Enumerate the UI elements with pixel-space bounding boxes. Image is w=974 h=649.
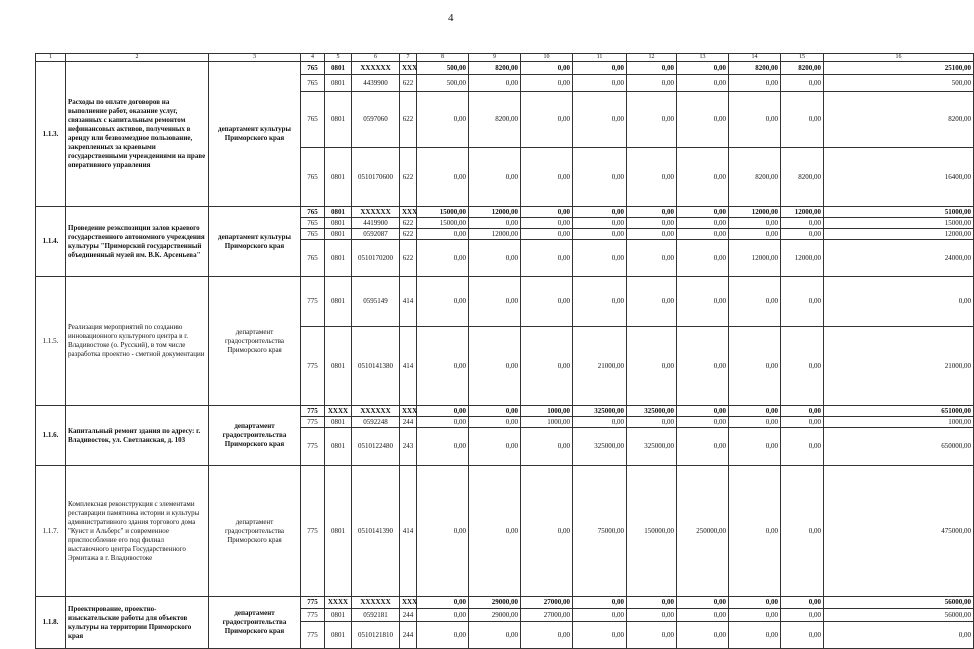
amount-cell: 0,00 xyxy=(469,75,521,92)
amount-cell: 0,00 xyxy=(573,277,627,327)
amount-cell: 325000,00 xyxy=(573,428,627,466)
amount-cell: 0,00 xyxy=(677,609,729,622)
amount-cell: 0,00 xyxy=(417,327,469,406)
column-number-row xyxy=(36,54,974,62)
amount-cell: 500,00 xyxy=(824,75,974,92)
amount-cell: 27000,00 xyxy=(521,597,573,609)
column-number: 7 xyxy=(400,54,417,62)
expense-name: Проектирование, проектно-изыскательские работы для объектов культуры на территории Приморского края xyxy=(66,597,209,649)
amount-cell: 12000,00 xyxy=(781,240,824,277)
amount-cell: 0,00 xyxy=(521,327,573,406)
amount-cell: 56000,00 xyxy=(824,597,974,609)
amount-cell: 0,00 xyxy=(573,597,627,609)
amount-cell: 0,00 xyxy=(729,92,781,148)
code-cell: 765 xyxy=(301,92,325,148)
amount-cell: 0,00 xyxy=(627,148,677,207)
amount-cell: 0,00 xyxy=(729,428,781,466)
amount-cell: 8200,00 xyxy=(729,148,781,207)
code-cell: 0801 xyxy=(325,417,352,428)
amount-cell: 325000,00 xyxy=(573,406,627,417)
amount-cell: 15000,00 xyxy=(824,218,974,229)
amount-cell: 0,00 xyxy=(781,229,824,240)
table-row xyxy=(36,62,974,75)
amount-cell: 0,00 xyxy=(573,207,627,218)
amount-cell: 0,00 xyxy=(729,609,781,622)
amount-cell: 51000,00 xyxy=(824,207,974,218)
code-cell: 0595149 xyxy=(352,277,400,327)
amount-cell: 0,00 xyxy=(469,428,521,466)
amount-cell: 0,00 xyxy=(781,218,824,229)
code-cell: 414 xyxy=(400,466,417,597)
row-index: 1.1.3. xyxy=(36,62,66,207)
column-number: 13 xyxy=(677,54,729,62)
amount-cell: 0,00 xyxy=(573,622,627,649)
column-number: 14 xyxy=(729,54,781,62)
code-cell: 775 xyxy=(301,622,325,649)
amount-cell: 0,00 xyxy=(729,622,781,649)
code-cell: XXX xyxy=(400,207,417,218)
amount-cell: 0,00 xyxy=(781,417,824,428)
amount-cell: 650000,00 xyxy=(824,428,974,466)
amount-cell: 0,00 xyxy=(627,597,677,609)
row-index: 1.1.4. xyxy=(36,207,66,277)
code-cell: 775 xyxy=(301,406,325,417)
code-cell: 0801 xyxy=(325,622,352,649)
amount-cell: 12000,00 xyxy=(729,207,781,218)
amount-cell: 0,00 xyxy=(677,218,729,229)
code-cell: 775 xyxy=(301,597,325,609)
amount-cell: 0,00 xyxy=(469,327,521,406)
amount-cell: 0,00 xyxy=(417,417,469,428)
amount-cell: 0,00 xyxy=(417,277,469,327)
amount-cell: 0,00 xyxy=(573,148,627,207)
code-cell: 414 xyxy=(400,277,417,327)
code-cell: 0597060 xyxy=(352,92,400,148)
amount-cell: 0,00 xyxy=(781,277,824,327)
amount-cell: 0,00 xyxy=(677,622,729,649)
amount-cell: 0,00 xyxy=(573,240,627,277)
amount-cell: 15000,00 xyxy=(417,207,469,218)
amount-cell: 0,00 xyxy=(573,229,627,240)
code-cell: 765 xyxy=(301,218,325,229)
code-cell: 0801 xyxy=(325,277,352,327)
amount-cell: 0,00 xyxy=(729,75,781,92)
amount-cell: 0,00 xyxy=(824,622,974,649)
table-row xyxy=(36,406,974,417)
amount-cell: 0,00 xyxy=(729,417,781,428)
code-cell: 0510141380 xyxy=(352,327,400,406)
code-cell: 765 xyxy=(301,207,325,218)
amount-cell: 0,00 xyxy=(627,207,677,218)
amount-cell: 8200,00 xyxy=(824,92,974,148)
code-cell: 0801 xyxy=(325,229,352,240)
amount-cell: 0,00 xyxy=(521,148,573,207)
code-cell: 775 xyxy=(301,609,325,622)
amount-cell: 0,00 xyxy=(677,75,729,92)
amount-cell: 25100,00 xyxy=(824,62,974,75)
amount-cell: 1000,00 xyxy=(521,406,573,417)
department-name: департамент градостроительства Приморского края xyxy=(209,597,301,649)
amount-cell: 150000,00 xyxy=(627,466,677,597)
expense-name: Расходы по оплате договоров на выполнение работ, оказание услуг, связанных с капитальным ремонтом нефинансовых активов, полученных в аренду или безвозмездное пользование, закрепленных за краевыми государственными учреждениями на праве оперативного управления xyxy=(66,62,209,207)
amount-cell: 0,00 xyxy=(729,466,781,597)
amount-cell: 0,00 xyxy=(627,327,677,406)
amount-cell: 0,00 xyxy=(417,92,469,148)
amount-cell: 0,00 xyxy=(781,466,824,597)
amount-cell: 0,00 xyxy=(417,622,469,649)
expense-name: Реализация мероприятий по созданию инновационного культурного центра в г. Владивостоке (о. Русский), в том числе разработка проектно - сметной документации xyxy=(66,277,209,406)
column-number: 8 xyxy=(417,54,469,62)
amount-cell: 0,00 xyxy=(781,597,824,609)
amount-cell: 0,00 xyxy=(417,609,469,622)
amount-cell: 475000,00 xyxy=(824,466,974,597)
amount-cell: 0,00 xyxy=(781,75,824,92)
amount-cell: 0,00 xyxy=(677,597,729,609)
code-cell: XXX xyxy=(400,62,417,75)
amount-cell: 0,00 xyxy=(729,597,781,609)
amount-cell: 12000,00 xyxy=(469,207,521,218)
code-cell: 622 xyxy=(400,240,417,277)
amount-cell: 0,00 xyxy=(729,277,781,327)
amount-cell: 0,00 xyxy=(573,92,627,148)
code-cell: 0510170600 xyxy=(352,148,400,207)
code-cell: 765 xyxy=(301,62,325,75)
amount-cell: 325000,00 xyxy=(627,428,677,466)
amount-cell: 0,00 xyxy=(729,406,781,417)
amount-cell: 0,00 xyxy=(417,428,469,466)
column-number: 1 xyxy=(36,54,66,62)
amount-cell: 0,00 xyxy=(469,406,521,417)
code-cell: 244 xyxy=(400,609,417,622)
amount-cell: 0,00 xyxy=(627,609,677,622)
code-cell: 0801 xyxy=(325,609,352,622)
amount-cell: 500,00 xyxy=(417,75,469,92)
amount-cell: 0,00 xyxy=(677,428,729,466)
amount-cell: 0,00 xyxy=(521,229,573,240)
amount-cell: 0,00 xyxy=(781,622,824,649)
code-cell: 622 xyxy=(400,229,417,240)
amount-cell: 0,00 xyxy=(521,207,573,218)
amount-cell: 0,00 xyxy=(573,609,627,622)
table-row xyxy=(36,277,974,327)
amount-cell: 0,00 xyxy=(677,92,729,148)
code-cell: 765 xyxy=(301,148,325,207)
amount-cell: 0,00 xyxy=(781,327,824,406)
table-row xyxy=(36,207,974,218)
column-number: 10 xyxy=(521,54,573,62)
row-index: 1.1.8. xyxy=(36,597,66,649)
code-cell: 244 xyxy=(400,622,417,649)
code-cell: 0801 xyxy=(325,75,352,92)
amount-cell: 15000,00 xyxy=(417,218,469,229)
code-cell: 765 xyxy=(301,229,325,240)
amount-cell: 0,00 xyxy=(469,417,521,428)
code-cell: 775 xyxy=(301,466,325,597)
amount-cell: 0,00 xyxy=(521,428,573,466)
amount-cell: 0,00 xyxy=(677,240,729,277)
department-name: департамент градостроительства Приморского края xyxy=(209,466,301,597)
amount-cell: 0,00 xyxy=(521,218,573,229)
code-cell: 0801 xyxy=(325,148,352,207)
amount-cell: 0,00 xyxy=(417,597,469,609)
department-name: департамент градостроительства Приморского края xyxy=(209,277,301,406)
amount-cell: 0,00 xyxy=(627,240,677,277)
amount-cell: 0,00 xyxy=(677,148,729,207)
amount-cell: 0,00 xyxy=(469,466,521,597)
amount-cell: 0,00 xyxy=(627,218,677,229)
amount-cell: 0,00 xyxy=(521,622,573,649)
amount-cell: 325000,00 xyxy=(627,406,677,417)
amount-cell: 12000,00 xyxy=(781,207,824,218)
amount-cell: 0,00 xyxy=(469,277,521,327)
amount-cell: 250000,00 xyxy=(677,466,729,597)
amount-cell: 0,00 xyxy=(417,240,469,277)
code-cell: 0510141390 xyxy=(352,466,400,597)
code-cell: 243 xyxy=(400,428,417,466)
amount-cell: 0,00 xyxy=(417,406,469,417)
amount-cell: 0,00 xyxy=(521,466,573,597)
code-cell: 0510122480 xyxy=(352,428,400,466)
table-row xyxy=(36,597,974,609)
amount-cell: 0,00 xyxy=(677,207,729,218)
amount-cell: 0,00 xyxy=(573,417,627,428)
code-cell: 0510170200 xyxy=(352,240,400,277)
amount-cell: 0,00 xyxy=(729,229,781,240)
amount-cell: 8200,00 xyxy=(469,92,521,148)
code-cell: 765 xyxy=(301,75,325,92)
code-cell: 765 xyxy=(301,240,325,277)
amount-cell: 27000,00 xyxy=(521,609,573,622)
department-name: департамент культуры Приморского края xyxy=(209,207,301,277)
amount-cell: 0,00 xyxy=(781,406,824,417)
amount-cell: 500,00 xyxy=(417,62,469,75)
code-cell: 0801 xyxy=(325,428,352,466)
amount-cell: 1000,00 xyxy=(824,417,974,428)
amount-cell: 0,00 xyxy=(521,240,573,277)
code-cell: XXXXXX xyxy=(352,597,400,609)
amount-cell: 75000,00 xyxy=(573,466,627,597)
column-number: 4 xyxy=(301,54,325,62)
table-row xyxy=(36,466,974,597)
code-cell: 0592248 xyxy=(352,417,400,428)
amount-cell: 8200,00 xyxy=(729,62,781,75)
code-cell: 0801 xyxy=(325,207,352,218)
code-cell: XXX xyxy=(400,406,417,417)
code-cell: 622 xyxy=(400,92,417,148)
code-cell: 0801 xyxy=(325,466,352,597)
amount-cell: 56000,00 xyxy=(824,609,974,622)
amount-cell: 0,00 xyxy=(781,609,824,622)
amount-cell: 0,00 xyxy=(573,75,627,92)
column-number: 11 xyxy=(573,54,627,62)
code-cell: 775 xyxy=(301,417,325,428)
amount-cell: 0,00 xyxy=(417,229,469,240)
code-cell: 622 xyxy=(400,218,417,229)
amount-cell: 21000,00 xyxy=(573,327,627,406)
amount-cell: 0,00 xyxy=(469,218,521,229)
amount-cell: 0,00 xyxy=(573,218,627,229)
code-cell: 0801 xyxy=(325,327,352,406)
code-cell: 775 xyxy=(301,327,325,406)
amount-cell: 8200,00 xyxy=(469,62,521,75)
code-cell: 775 xyxy=(301,277,325,327)
amount-cell: 0,00 xyxy=(521,62,573,75)
amount-cell: 0,00 xyxy=(521,277,573,327)
column-number: 3 xyxy=(209,54,301,62)
amount-cell: 12000,00 xyxy=(469,229,521,240)
amount-cell: 8200,00 xyxy=(781,148,824,207)
code-cell: XXXXXX xyxy=(352,406,400,417)
code-cell: 4439900 xyxy=(352,75,400,92)
expense-name: Комплексная реконструкция с элементами реставрации памятника истории и культуры административного здания торгового дома "Кунст и Альберс" и современное приспособление его под филиал выставочного центра Государственного Эрмитажа в г. Владивостоке xyxy=(66,466,209,597)
amount-cell: 0,00 xyxy=(627,417,677,428)
code-cell: 0510121810 xyxy=(352,622,400,649)
amount-cell: 0,00 xyxy=(627,229,677,240)
column-number: 12 xyxy=(627,54,677,62)
amount-cell: 0,00 xyxy=(781,428,824,466)
amount-cell: 0,00 xyxy=(417,466,469,597)
code-cell: XXXXXX xyxy=(352,62,400,75)
amount-cell: 0,00 xyxy=(627,277,677,327)
code-cell: 775 xyxy=(301,428,325,466)
amount-cell: 0,00 xyxy=(729,327,781,406)
code-cell: 4419900 xyxy=(352,218,400,229)
amount-cell: 0,00 xyxy=(677,62,729,75)
amount-cell: 0,00 xyxy=(627,92,677,148)
expense-name: Капитальный ремонт здания по адресу: г. Владивосток, ул. Светланская, д. 103 xyxy=(66,406,209,466)
code-cell: XXX xyxy=(400,597,417,609)
code-cell: 0801 xyxy=(325,218,352,229)
row-index: 1.1.7. xyxy=(36,466,66,597)
amount-cell: 0,00 xyxy=(573,62,627,75)
code-cell: 0592181 xyxy=(352,609,400,622)
amount-cell: 0,00 xyxy=(417,148,469,207)
row-index: 1.1.6. xyxy=(36,406,66,466)
row-index: 1.1.5. xyxy=(36,277,66,406)
amount-cell: 0,00 xyxy=(627,75,677,92)
amount-cell: 0,00 xyxy=(521,75,573,92)
amount-cell: 0,00 xyxy=(521,92,573,148)
amount-cell: 24000,00 xyxy=(824,240,974,277)
column-number: 9 xyxy=(469,54,521,62)
column-number: 15 xyxy=(781,54,824,62)
code-cell: XXXX xyxy=(325,406,352,417)
amount-cell: 0,00 xyxy=(729,218,781,229)
column-number: 2 xyxy=(66,54,209,62)
budget-table xyxy=(35,53,974,649)
amount-cell: 0,00 xyxy=(781,92,824,148)
code-cell: 414 xyxy=(400,327,417,406)
amount-cell: 0,00 xyxy=(677,327,729,406)
amount-cell: 0,00 xyxy=(677,406,729,417)
code-cell: XXXXXX xyxy=(352,207,400,218)
amount-cell: 0,00 xyxy=(627,622,677,649)
amount-cell: 12000,00 xyxy=(824,229,974,240)
amount-cell: 21000,00 xyxy=(824,327,974,406)
amount-cell: 0,00 xyxy=(469,148,521,207)
amount-cell: 29000,00 xyxy=(469,597,521,609)
amount-cell: 0,00 xyxy=(469,622,521,649)
code-cell: 0801 xyxy=(325,240,352,277)
amount-cell: 1000,00 xyxy=(521,417,573,428)
code-cell: 622 xyxy=(400,75,417,92)
amount-cell: 29000,00 xyxy=(469,609,521,622)
column-number: 16 xyxy=(824,54,974,62)
department-name: департамент градостроительства Приморского края xyxy=(209,406,301,466)
amount-cell: 651000,00 xyxy=(824,406,974,417)
amount-cell: 0,00 xyxy=(469,240,521,277)
amount-cell: 0,00 xyxy=(677,277,729,327)
department-name: департамент культуры Приморского края xyxy=(209,62,301,207)
code-cell: 0592087 xyxy=(352,229,400,240)
amount-cell: 12000,00 xyxy=(729,240,781,277)
page-number: 4 xyxy=(448,12,454,24)
expense-name: Проведение реэкспозиции залов краевого государственного автономного учреждения культуры "Приморский государственный объединенный музей им. В.К. Арсеньева" xyxy=(66,207,209,277)
column-number: 5 xyxy=(325,54,352,62)
amount-cell: 0,00 xyxy=(824,277,974,327)
amount-cell: 16400,00 xyxy=(824,148,974,207)
code-cell: XXXX xyxy=(325,597,352,609)
column-number: 6 xyxy=(352,54,400,62)
amount-cell: 0,00 xyxy=(677,417,729,428)
amount-cell: 8200,00 xyxy=(781,62,824,75)
amount-cell: 0,00 xyxy=(677,229,729,240)
amount-cell: 0,00 xyxy=(627,62,677,75)
code-cell: 0801 xyxy=(325,62,352,75)
code-cell: 244 xyxy=(400,417,417,428)
code-cell: 622 xyxy=(400,148,417,207)
code-cell: 0801 xyxy=(325,92,352,148)
